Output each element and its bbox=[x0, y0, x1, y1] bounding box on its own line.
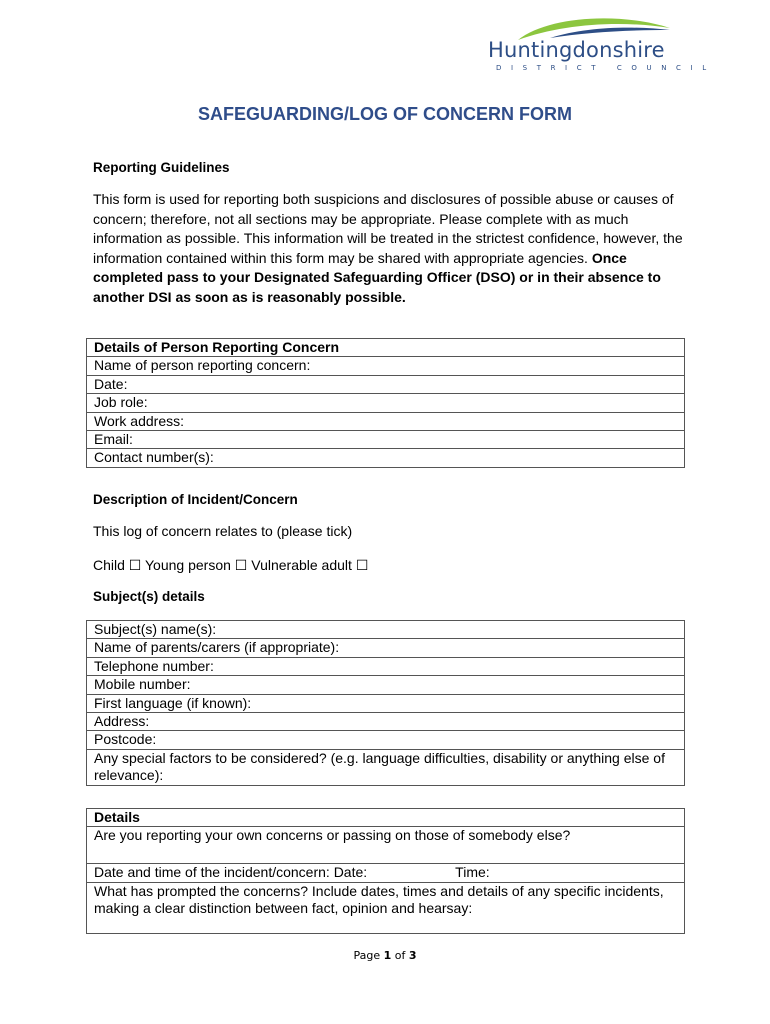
reporter-job-role-field[interactable]: Job role: bbox=[87, 394, 685, 412]
incident-heading: Description of Incident/Concern bbox=[93, 492, 298, 507]
relates-to-text: This log of concern relates to (please tick) bbox=[93, 523, 353, 539]
concern-type-options bbox=[93, 557, 368, 574]
incident-details-table bbox=[86, 808, 685, 934]
subject-heading: Subject(s) details bbox=[93, 589, 205, 604]
reporter-work-address-field[interactable]: Work address: bbox=[87, 412, 685, 430]
reporter-contact-field[interactable]: Contact number(s): bbox=[87, 449, 685, 467]
page-number bbox=[0, 949, 770, 962]
parents-carers-field[interactable]: Name of parents/carers (if appropriate): bbox=[87, 639, 685, 657]
own-concerns-field[interactable]: Are you reporting your own concerns or passing on those of somebody else? bbox=[87, 827, 685, 864]
logo-wordmark: Huntingdonshire bbox=[488, 38, 665, 62]
incident-date-label: Date and time of the incident/concern: Date: bbox=[94, 864, 368, 881]
option-vulnerable-adult-checkbox[interactable]: ☐ bbox=[355, 557, 369, 573]
reporter-table-heading: Details of Person Reporting Concern bbox=[87, 339, 685, 357]
reporter-details-table bbox=[86, 338, 685, 468]
option-young-person-checkbox[interactable]: ☐ bbox=[234, 557, 248, 573]
guidelines-text: This form is used for reporting both suspicions and disclosures of possible abuse or causes of concern; therefore, not all sections may be appropriate. Please complete with as much information as possible. This information will be treated in the strictest confidence, however, the information contained within this form may be shared with appropriate agencies. bbox=[93, 191, 683, 266]
prompted-concerns-field[interactable]: What has prompted the concerns? Include dates, times and details of any specific incidents, making a clear distinction between fact, opinion and hearsay: bbox=[87, 882, 685, 933]
address-field[interactable]: Address: bbox=[87, 713, 685, 731]
incident-time-label: Time: bbox=[455, 864, 490, 881]
reporter-email-field[interactable]: Email: bbox=[87, 431, 685, 449]
page-of: of bbox=[391, 949, 409, 962]
page-title: SAFEGUARDING/LOG OF CONCERN FORM bbox=[198, 104, 572, 124]
guidelines-paragraph bbox=[93, 190, 683, 308]
subject-name-field[interactable]: Subject(s) name(s): bbox=[87, 621, 685, 639]
option-young-person-label: Young person bbox=[145, 557, 231, 573]
option-child-checkbox[interactable]: ☐ bbox=[128, 557, 142, 573]
option-child-label: Child bbox=[93, 557, 125, 573]
first-language-field[interactable]: First language (if known): bbox=[87, 694, 685, 712]
postcode-field[interactable]: Postcode: bbox=[87, 731, 685, 749]
special-factors-field[interactable]: Any special factors to be considered? (e.g. language difficulties, disability or anything else of relevance): bbox=[87, 749, 685, 785]
page-total: 3 bbox=[408, 949, 417, 962]
guidelines-bold-text: Once completed pass to your Designated Safeguarding Officer (DSO) or in their absence to another DSI as soon as is reasonably possible. bbox=[93, 249, 661, 305]
logo-subtitle: DISTRICT COUNCIL bbox=[496, 64, 716, 72]
page-prefix: Page bbox=[353, 949, 384, 962]
details-table-heading: Details bbox=[87, 809, 685, 827]
option-vulnerable-adult-label: Vulnerable adult bbox=[251, 557, 352, 573]
reporter-name-field[interactable]: Name of person reporting concern: bbox=[87, 357, 685, 375]
page-current: 1 bbox=[383, 949, 392, 962]
date-time-field[interactable] bbox=[87, 864, 685, 882]
reporter-date-field[interactable]: Date: bbox=[87, 375, 685, 393]
telephone-field[interactable]: Telephone number: bbox=[87, 657, 685, 675]
logo-swoosh-blue bbox=[550, 28, 670, 38]
guidelines-heading: Reporting Guidelines bbox=[93, 160, 230, 175]
mobile-field[interactable]: Mobile number: bbox=[87, 676, 685, 694]
subject-details-table bbox=[86, 620, 685, 786]
